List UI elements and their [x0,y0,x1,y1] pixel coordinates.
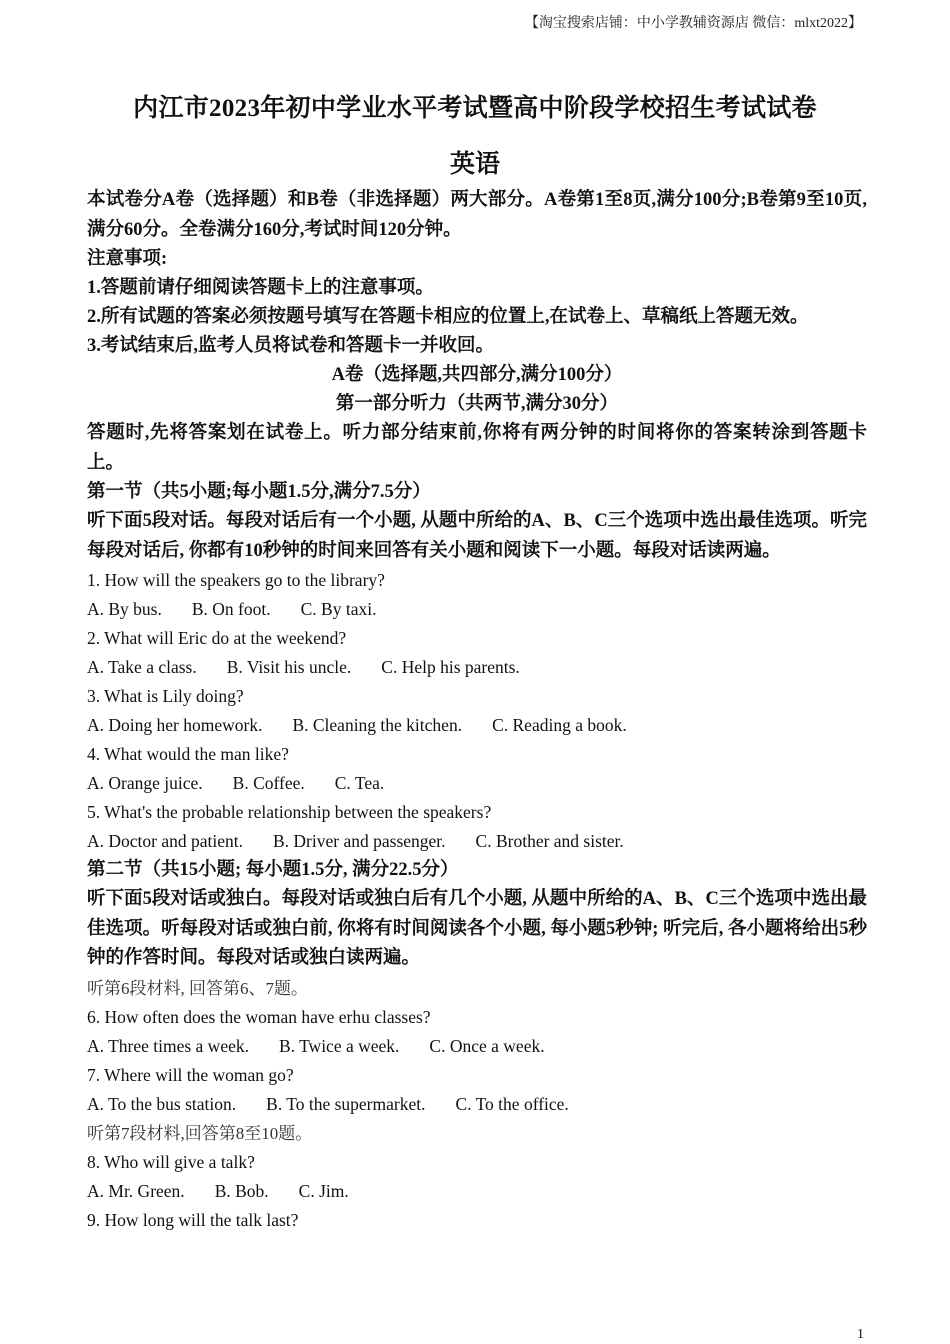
option: B. Coffee. [232,773,305,793]
options-row [87,653,867,682]
option: C. By taxi. [300,599,377,619]
option: C. Jim. [298,1180,349,1201]
section1-title: 第一节（共5小题;每小题1.5分,满分7.5分） [87,482,431,502]
options-row [87,711,867,740]
options-row [87,769,867,798]
header-note: 【淘宝搜索店铺：中小学教辅资源店 微信：mlxt2022】 [524,16,862,31]
option: C. Brother and sister. [475,831,624,851]
options-row [87,1177,867,1206]
option: B. Visit his uncle. [226,657,352,677]
option: A. By bus. [87,599,162,619]
option: A. Doctor and patient. [87,831,243,851]
option: B. On foot. [191,599,271,619]
part1-instruction: 答题时,先将答案划在试卷上。听力部分结束前,你将有两分钟的时间将你的答案转涂到答题卡上。 [87,423,867,473]
option: B. Driver and passenger. [273,831,446,851]
option: A. Take a class. [87,657,197,677]
question: 7. Where will the woman go? [87,1064,294,1085]
material-note: 听第6段材料, 回答第6、7题。 [87,978,308,998]
part1-title: 第一部分听力（共两节,满分30分） [335,394,619,414]
question: 6. How often does the woman have erhu classes? [87,1006,431,1027]
option: A. Doing her homework. [87,715,263,735]
section2-title: 第二节（共15小题; 每小题1.5分, 满分22.5分） [87,860,459,880]
question: 8. Who will give a talk? [87,1151,255,1172]
subject-title: 英语 [449,151,500,178]
question: 3. What is Lily doing? [87,686,244,706]
exam-content [87,186,867,1235]
notice-item: 3.考试结束后,监考人员将试卷和答题卡一并收回。 [87,336,495,356]
option: A. Orange juice. [87,773,203,793]
option: A. Mr. Green. [87,1180,185,1201]
notice-item: 2.所有试题的答案必须按题号填写在答题卡相应的位置上,在试卷上、草稿纸上答题无效。 [87,307,809,327]
notice-title: 注意事项: [87,249,168,269]
question: 5. What's the probable relationship between the speakers? [87,802,492,822]
section1-instruction: 听下面5段对话。每段对话后有一个小题, 从题中所给的A、B、C三个选项中选出最佳选项。听完每段对话后, 你都有10秒钟的时间来回答有关小题和阅读下一小题。每段对话读两遍。 [87,511,867,561]
option: C. Once a week. [429,1035,545,1056]
option: C. Reading a book. [492,715,627,735]
options-row [87,1032,867,1061]
exam-title: 内江市2023年初中学业水平考试暨高中阶段学校招生考试试卷 [133,95,817,122]
option: A. To the bus station. [87,1093,237,1114]
question: 2. What will Eric do at the weekend? [87,628,347,648]
options-row [87,827,867,856]
option: A. Three times a week. [87,1035,249,1056]
material-note: 听第7段材料,回答第8至10题。 [87,1123,313,1143]
question: 9. How long will the talk last? [87,1209,299,1230]
option: C. To the office. [455,1093,569,1114]
page-number: 1 [857,1327,864,1342]
question: 1. How will the speakers go to the library? [87,570,385,590]
option: C. Help his parents. [381,657,520,677]
part-a-title: A卷（选择题,共四部分,满分100分） [331,365,623,385]
option: B. Cleaning the kitchen. [292,715,463,735]
options-row [87,1090,867,1119]
option: B. To the supermarket. [266,1093,426,1114]
question: 4. What would the man like? [87,744,289,764]
section2-instruction: 听下面5段对话或独白。每段对话或独白后有几个小题, 从题中所给的A、B、C三个选项中选出最佳选项。听每段对话或独白前, 你将有时间阅读各个小题, 每小题5秒钟; 听完后, 各小题将给出5秒钟的作答时间。每段对话或独白读两遍。 [87,889,867,968]
option: B. Bob. [214,1180,269,1201]
notice-item: 1.答题前请仔细阅读答题卡上的注意事项。 [87,278,434,298]
options-row [87,595,867,624]
intro-paragraph: 本试卷分A卷（选择题）和B卷（非选择题）两大部分。A卷第1至8页,满分100分;B卷第9至10页,满分60分。全卷满分160分,考试时间120分钟。 [87,190,867,240]
option: C. Tea. [334,773,385,793]
option: B. Twice a week. [278,1035,400,1056]
